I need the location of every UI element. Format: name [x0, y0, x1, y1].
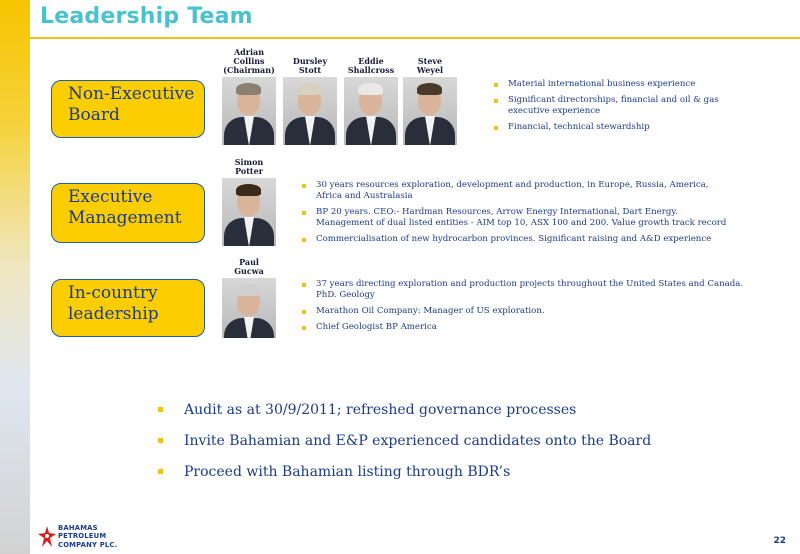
bullet-square-icon	[302, 211, 306, 215]
in-country-bullets	[302, 279, 744, 338]
list-item: 30 years resources exploration, development and production, in Europe, Russia, America, Africa and Australasia	[302, 180, 732, 202]
company-logo	[38, 524, 148, 550]
executive-management-pill	[51, 183, 205, 243]
page-number: 22	[773, 536, 786, 546]
bullet-square-icon	[494, 126, 498, 130]
bullet-square-icon	[158, 407, 163, 412]
list-item: Financial, technical stewardship	[494, 122, 734, 133]
key-points-list	[158, 401, 718, 494]
pill-label-line1: In-country	[68, 283, 158, 303]
bullet-square-icon	[302, 184, 306, 188]
person-photo	[222, 77, 276, 145]
in-country-leadership-pill	[51, 279, 205, 337]
logo-wordmark: BAHAMAS PETROLEUM COMPANY PLC.	[58, 524, 118, 549]
list-item: Material international business experience	[494, 79, 734, 90]
slide-title: Leadership Team	[40, 4, 253, 29]
bullet-square-icon	[302, 326, 306, 330]
list-item: Audit as at 30/9/2011; refreshed governance processes	[158, 401, 718, 419]
person-photo	[222, 278, 276, 338]
person-name: Dursley Stott	[292, 56, 328, 75]
pill-label-line1: Non-Executive	[68, 84, 195, 104]
person-name: Steve Weyel	[416, 56, 444, 75]
list-item: Significant directorships, financial and oil & gas executive experience	[494, 95, 734, 117]
person-name: Paul Gucwa	[234, 257, 264, 276]
person-card	[283, 56, 337, 145]
list-item: Proceed with Bahamian listing through BDR’s	[158, 463, 718, 481]
bullet-square-icon	[302, 283, 306, 287]
bullet-square-icon	[494, 99, 498, 103]
person-photo	[344, 77, 398, 145]
person-photo	[222, 178, 276, 246]
person-name: Simon Potter	[234, 157, 264, 176]
bullet-square-icon	[302, 238, 306, 242]
bullet-square-icon	[302, 310, 306, 314]
list-item: BP 20 years. CEO:- Hardman Resources, Arrow Energy International, Dart Energy. Management of dual listed entities - AIM top 10, ASX 100 and 200. Value growth track record	[302, 207, 732, 229]
person-card	[222, 157, 276, 246]
list-item: Invite Bahamian and E&P experienced candidates onto the Board	[158, 432, 718, 450]
person-card	[222, 257, 276, 338]
non-executive-board-pill	[51, 80, 205, 138]
pill-label-line2: Board	[68, 105, 120, 125]
pill-label-line2: leadership	[68, 304, 159, 324]
person-name: Eddie Shallcross	[347, 56, 395, 75]
executive-bullets	[302, 180, 732, 250]
list-item: Marathon Oil Company: Manager of US exploration.	[302, 306, 744, 317]
left-gradient-band	[0, 0, 30, 554]
person-card	[222, 47, 276, 145]
pill-label-line1: Executive	[68, 187, 153, 207]
person-card	[403, 56, 457, 145]
red-star-logo-icon	[38, 526, 56, 548]
bullet-square-icon	[494, 83, 498, 87]
person-photo	[403, 77, 457, 145]
person-card	[344, 56, 398, 145]
list-item: Chief Geologist BP America	[302, 322, 744, 333]
person-photo	[283, 77, 337, 145]
title-divider	[30, 37, 800, 39]
bullet-square-icon	[158, 469, 163, 474]
person-name: Adrian Collins (Chairman)	[223, 47, 275, 75]
bullet-square-icon	[158, 438, 163, 443]
non-executive-bullets	[494, 79, 734, 138]
list-item: 37 years directing exploration and production projects throughout the United States and Canada. PhD. Geology	[302, 279, 744, 301]
pill-label-line2: Management	[68, 208, 182, 228]
list-item: Commercialisation of new hydrocarbon provinces. Significant raising and A&D experience	[302, 234, 732, 245]
